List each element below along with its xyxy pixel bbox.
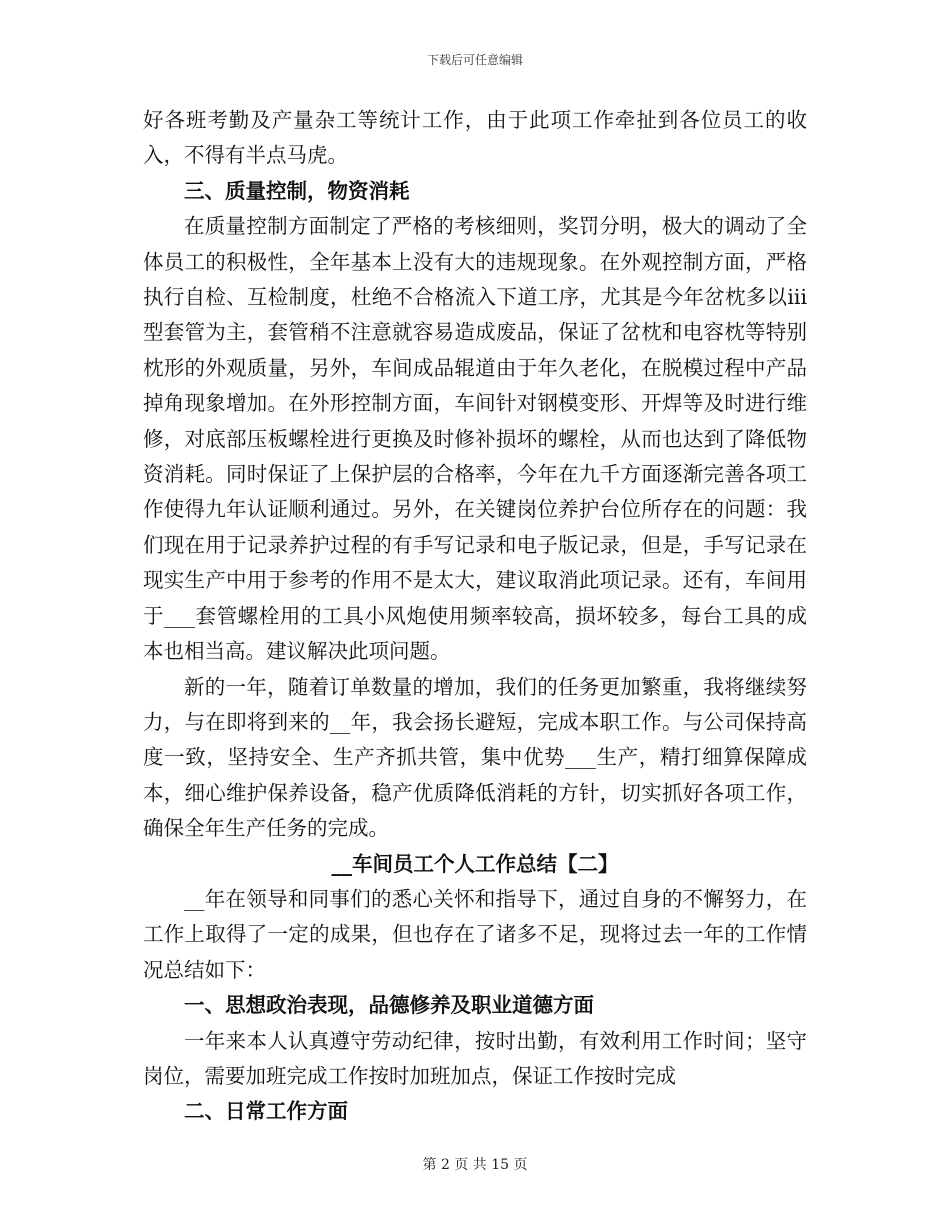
document-body xyxy=(143,103,807,1130)
paragraph-quality-control: 在质量控制方面制定了严格的考核细则，奖罚分明，极大的调动了全体员工的积极性，全年基本上没有大的违规现象。在外观控制方面，严格执行自检、互检制度，杜绝不合格流入下道工序，尤其是今年岔枕多以iii型套管为主，套管稍不注意就容易造成废品，保证了岔枕和电容枕等特别枕形的外观质量，另外，车间成品辊道由于年久老化，在脱模过程中产品掉角现象增加。在外形控制方面，车间针对钢模变形、开焊等及时进行维修，对底部压板螺栓进行更换及时修补损坏的螺栓，从而也达到了降低物资消耗。同时保证了上保护层的合格率，今年在九千方面逐渐完善各项工作使得九年认证顺利通过。另外，在关键岗位养护台位所存在的问题：我们现在用于记录养护过程的有手写记录和电子版记录，但是，手写记录在现实生产中用于参考的作用不是太大，建议取消此项记录。还有，车间用于___套管螺栓用的工具小风炮使用频率较高，损坏较多，每台工具的成本也相当高。建议解决此项问题。 xyxy=(143,214,807,664)
paragraph-intro-summary: __年在领导和同事们的悉心关怀和指导下，通过自身的不懈努力，在工作上取得了一定的成果，但也存在了诸多不足，现将过去一年的工作情况总结如下： xyxy=(143,886,807,982)
paragraph-discipline: 一年来本人认真遵守劳动纪律，按时出勤，有效利用工作时间；坚守岗位，需要加班完成工作按时加班加点，保证工作按时完成 xyxy=(143,1028,807,1088)
section-heading-political-ethics: 一、思想政治表现，品德修养及职业道德方面 xyxy=(184,993,594,1018)
page-header: 下载后可任意编辑 xyxy=(426,53,523,67)
section-heading-quality-control: 三、质量控制，物资消耗 xyxy=(184,178,410,203)
section-heading-daily-work: 二、日常工作方面 xyxy=(184,1099,348,1124)
document-title-part-two: __车间员工个人工作总结【二】 xyxy=(331,851,619,876)
paragraph-new-year-plan: 新的一年，随着订单数量的增加，我们的任务更加繁重，我将继续努力，与在即将到来的__年，我会扬长避短，完成本职工作。与公司保持高度一致，坚持安全、生产齐抓共管，集中优势___生产，精打细算保障成本，细心维护保养设备，稳产优质降低消耗的方针，切实抓好各项工作，确保全年生产任务的完成。 xyxy=(143,674,807,841)
paragraph-attendance-stats: 好各班考勤及产量杂工等统计工作，由于此项工作牵扯到各位员工的收入，不得有半点马虎。 xyxy=(143,108,807,168)
page-footer-page-number: 第 2 页 共 15 页 xyxy=(422,1157,528,1173)
